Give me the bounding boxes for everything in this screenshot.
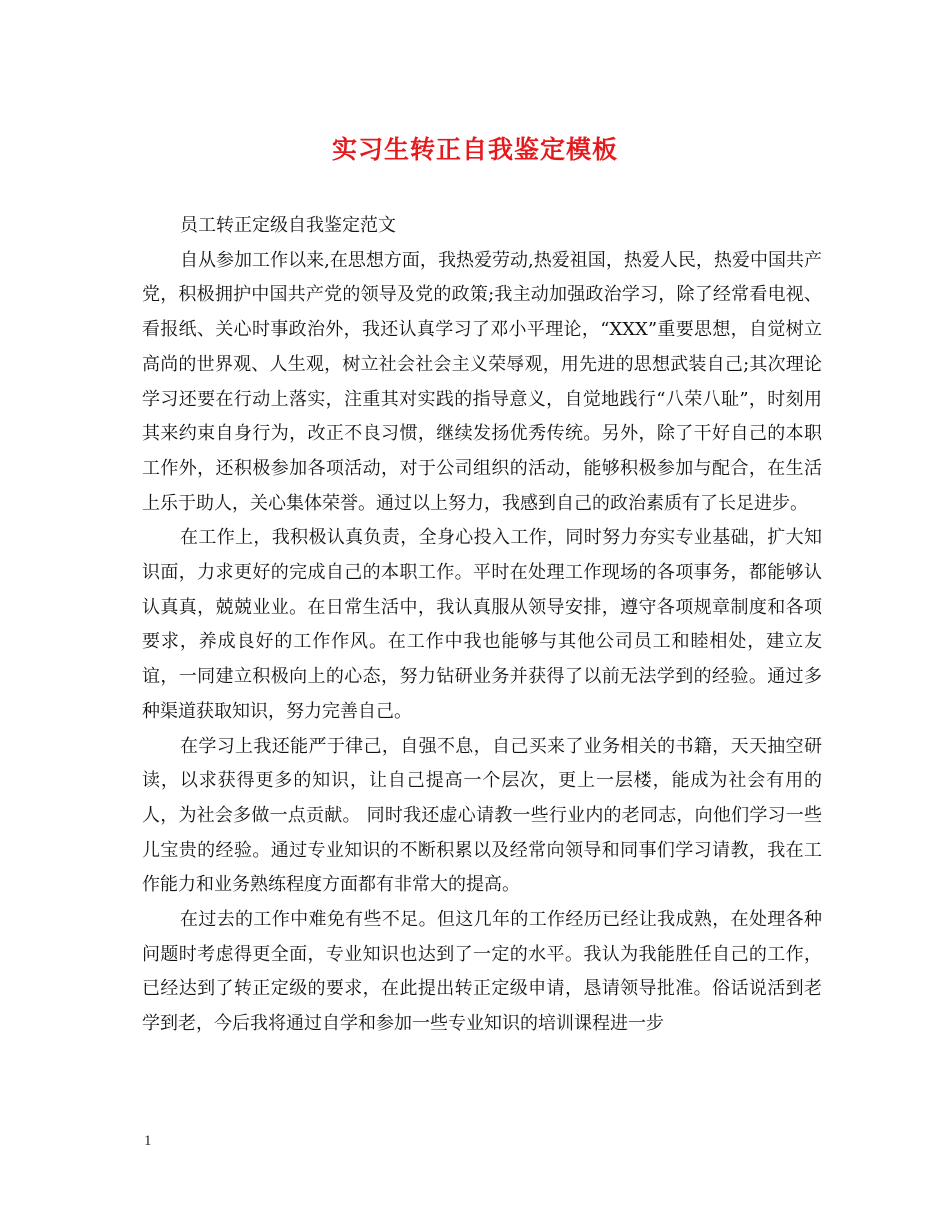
paragraph: 在工作上，我积极认真负责，全身心投入工作，同时努力夯实专业基础，扩大知识面，力求更好的完成自己的本职工作。平时在处理工作现场的各项事务，都能够认认真真，兢兢业业。在日常生活中，我认真服从领导安排，遵守各项规章制度和各项要求，养成良好的工作作风。在工作中我也能够与其他公司员工和睦相处，建立友谊，一同建立积极向上的心态，努力钻研业务并获得了以前无法学到的经验。通过多种渠道获取知识，努力完善自己。 — [142, 527, 822, 722]
paragraph: 自从参加工作以来,在思想方面，我热爱劳动,热爱祖国，热爱人民，热爱中国共产党，积极拥护中国共产党的领导及党的政策;我主动加强政治学习，除了经常看电视、看报纸、关心时事政治外，我还认真学习了邓小平理论，“XXX”重要思想，自觉树立高尚的世界观、人生观，树立社会社会主义荣辱观，用先进的思想武装自己;其次理论学习还要在行动上落实，注重其对实践的指导意义，自觉地践行“八荣八耻”，时刻用其来约束自身行为，改正不良习惯，继续发扬优秀传统。另外，除了干好自己的本职工作外，还积极参加各项活动，对于公司组织的活动，能够积极参加与配合，在生活上乐于助人，关心集体荣誉。通过以上努力，我感到自己的政治素质有了长足进步。 — [142, 249, 822, 514]
paragraph-subtitle: 员工转正定级自我鉴定范文 — [180, 215, 396, 236]
page-number: 1 — [144, 1133, 152, 1149]
document-title: 实习生转正自我鉴定模板 — [331, 135, 618, 164]
paragraph: 在过去的工作中难免有些不足。但这几年的工作经历已经让我成熟，在处理各种问题时考虑得更全面，专业知识也达到了一定的水平。我认为我能胜任自己的工作，已经达到了转正定级的要求，在此提出转正定级申请，恳请领导批准。俗话说活到老学到老，今后我将通过自学和参加一些专业知识的培训课程进一步 — [142, 909, 822, 1035]
paragraph: 在学习上我还能严于律己，自强不息，自己买来了业务相关的书籍，天天抽空研读，以求获得更多的知识，让自己提高一个层次，更上一层楼，能成为社会有用的人，为社会多做一点贡献。 同时我还虚心请教一些行业内的老同志，向他们学习一些儿宝贵的经验。通过专业知识的不断积累以及经常向领导和同事们学习请教，我在工作能力和业务熟练程度方面都有非常大的提高。 — [142, 735, 822, 896]
document-body — [142, 209, 822, 1042]
